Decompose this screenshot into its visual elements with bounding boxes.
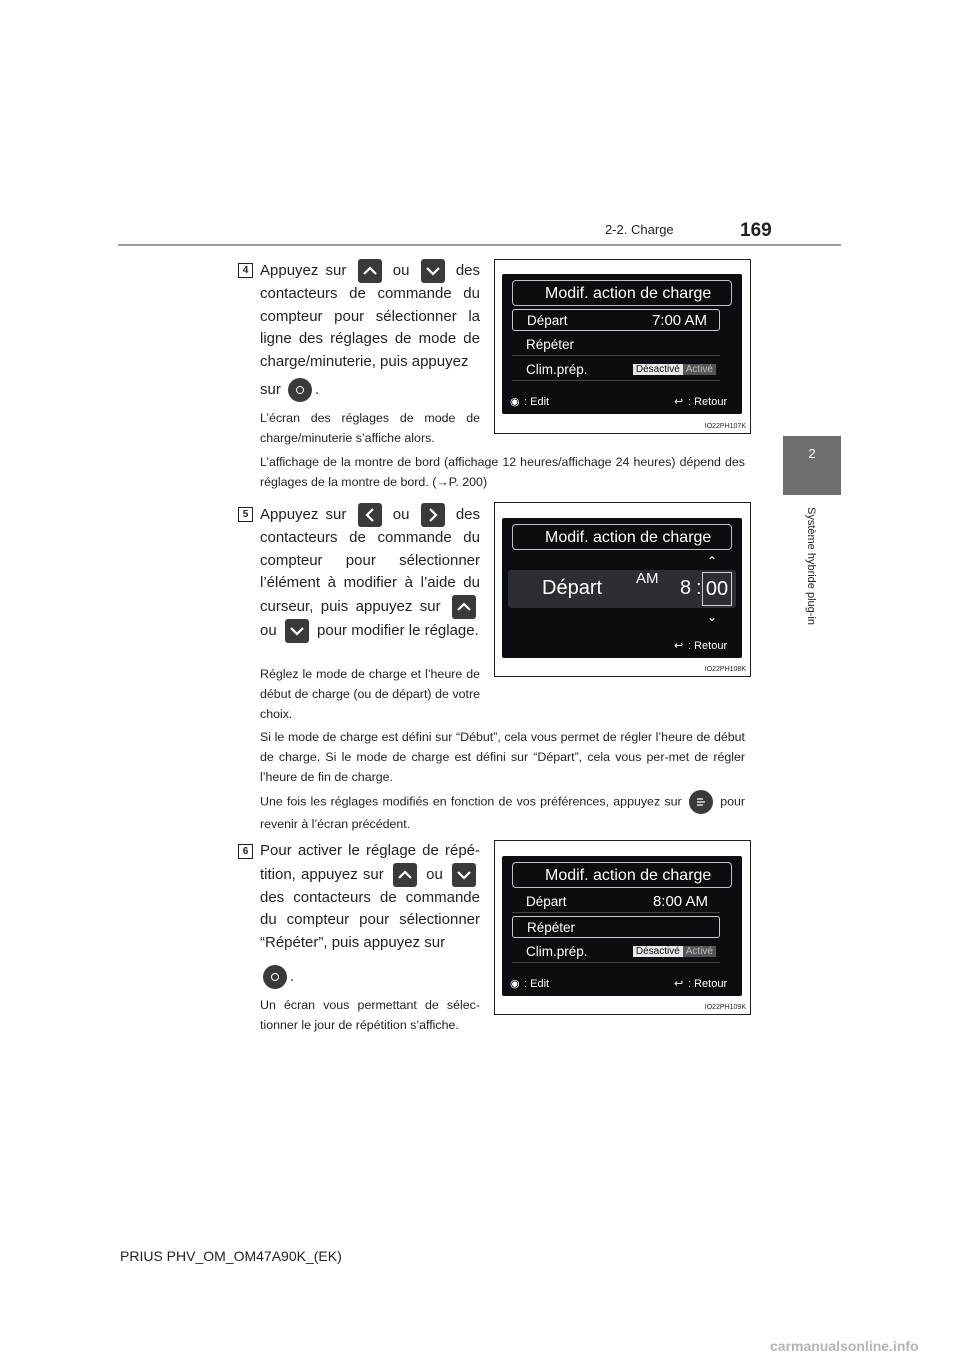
step-4-instruction (260, 259, 480, 373)
chevron-down-icon (285, 619, 309, 643)
step-5-note: Réglez le mode de charge et l’heure de début de charge (ou de départ) de votre choix. (260, 667, 480, 721)
row-label: Clim.prép. (526, 362, 588, 377)
row-label: Répéter (527, 920, 576, 935)
step-4-text-d: sur (260, 380, 281, 398)
row-clim (512, 941, 720, 963)
step-5-badge: 5 (238, 507, 253, 522)
step-4-badge: 4 (238, 263, 253, 278)
return-button-icon (689, 790, 713, 814)
row-label: Répéter (526, 337, 575, 352)
section-title: 2-2. Charge (605, 222, 674, 237)
row-repeter (512, 916, 720, 938)
toggle-on: Activé (683, 946, 716, 957)
minute-selected: 00 (702, 572, 732, 606)
para-return-a: Une fois les réglages modifiés en fonction de vos préférences, appuyez sur (260, 794, 682, 809)
toggle-on: Activé (683, 364, 716, 375)
step-5-text-b: ou (392, 505, 410, 523)
footer-model-code: PRIUS PHV_OM_OM47A90K_(EK) (120, 1248, 342, 1264)
step-6-text-c: des contacteurs de commande du compteur pour sélectionner “Répéter”, puis appuyez sur (260, 888, 480, 951)
screen-108 (502, 518, 742, 658)
step-6-enter-line (260, 965, 294, 989)
step-4-text-c: des contacteurs de commande du compteur pour sélectionner la ligne des réglages de mode de charge/minuterie, puis appuyez (260, 261, 481, 370)
image-caption: IO22PH109K (704, 1004, 746, 1011)
edit-label: : Edit (524, 978, 550, 990)
back-label: : Retour (688, 396, 728, 408)
step-5-text-a: Appuyez sur (260, 505, 347, 523)
row-time: 7:00 AM (651, 312, 707, 329)
screen-109-frame (494, 840, 751, 1015)
para-mode: Si le mode de charge est défini sur “Début”, cela vous permet de régler l’heure de début de charge. Si le mode de charge est défini sur “Départ”, cela vous per-met de régler l’heure de fin de charge. (260, 730, 745, 784)
edit-label-depart: Départ (542, 577, 603, 599)
screen-title: Modif. action de charge (512, 524, 732, 550)
step-6-text-b: ou (426, 865, 443, 883)
image-caption: IO22PH107K (704, 423, 746, 430)
row-label: Départ (526, 894, 567, 909)
step-5-text-c: des contacteurs de commande du compteur pour sélectionner l’élément à modifier à l’aide du curseur, puis appuyez sur (260, 505, 481, 615)
chevron-right-icon (421, 503, 445, 527)
enter-button-icon (263, 965, 287, 989)
ampm: AM (636, 570, 659, 587)
toggle-off: Désactivé (633, 364, 683, 375)
screen-bottombar (502, 634, 742, 658)
time-edit-bar (508, 570, 736, 608)
step-5-instruction (260, 503, 480, 643)
step-5-text-e: pour modifier le réglage. (317, 621, 479, 639)
chevron-down-icon (452, 863, 476, 887)
chevron-up-icon (393, 863, 417, 887)
knob-icon: ◉ (510, 978, 520, 990)
step-4-text-a: Appuyez sur (260, 261, 347, 279)
row-repeter (512, 334, 720, 356)
para-return-b: pour revenir à l’écran précédent. (260, 794, 745, 831)
watermark: carmanualsonline.info (770, 1338, 919, 1354)
step-4-text-b: ou (392, 261, 410, 279)
screen-109 (502, 856, 742, 996)
edit-label: : Edit (524, 396, 550, 408)
screen-108-frame (494, 502, 751, 677)
screen-title: Modif. action de charge (512, 862, 732, 888)
screen-bottombar (502, 972, 742, 996)
enter-button-icon (288, 378, 312, 402)
row-depart (512, 309, 720, 331)
chapter-tab (783, 436, 841, 495)
hour: 8 (680, 577, 692, 599)
back-label: : Retour (688, 640, 728, 652)
row-depart (512, 891, 720, 913)
step-6-badge: 6 (238, 844, 253, 859)
caret-down-icon: ⌄ (707, 610, 718, 624)
step-6-instruction (260, 840, 480, 954)
knob-icon: ◉ (510, 396, 520, 408)
step-6-text-e: . (290, 967, 295, 985)
chapter-label: Système hybride plug-in (805, 506, 817, 625)
back-arrow-icon: ↩ (674, 396, 684, 408)
chevron-left-icon (358, 503, 382, 527)
colon: : (696, 577, 702, 599)
back-arrow-icon: ↩ (674, 640, 684, 652)
chevron-down-icon (421, 259, 445, 283)
back-label: : Retour (688, 978, 728, 990)
screen-107-frame (494, 259, 751, 434)
row-time: 8:00 AM (652, 893, 708, 910)
step-4-text-e: . (315, 380, 320, 398)
screen-bottombar (502, 390, 742, 414)
page-number: 169 (740, 220, 772, 241)
image-caption: IO22PH108K (704, 666, 746, 673)
step-5-text-d: ou (260, 621, 277, 639)
step-6-text-a: Pour activer le réglage de répé-tition, appuyez sur (260, 842, 480, 883)
caret-up-icon: ⌃ (707, 554, 718, 568)
back-arrow-icon: ↩ (674, 978, 684, 990)
toggle (633, 944, 716, 959)
toggle-off: Désactivé (633, 946, 683, 957)
toggle (633, 362, 716, 377)
para-clock: L’affichage de la montre de bord (affichage 12 heures/affichage 24 heures) dépend des réglages de la montre de bord. (→P. 200) (260, 455, 745, 489)
screen-title: Modif. action de charge (512, 280, 732, 306)
row-label: Départ (527, 313, 568, 328)
header-rule (118, 244, 841, 246)
step-4-note: L’écran des réglages de mode de charge/minuterie s’affiche alors. (260, 411, 480, 445)
chevron-up-icon (358, 259, 382, 283)
row-label: Clim.prép. (526, 944, 588, 959)
row-clim (512, 359, 720, 381)
chapter-number: 2 (808, 446, 816, 461)
step-6-note: Un écran vous permettant de sélec-tionner le jour de répétition s’affiche. (260, 998, 480, 1032)
chevron-up-icon (452, 595, 476, 619)
step-4-sur-line (260, 378, 319, 402)
para-return (260, 790, 745, 834)
screen-107 (502, 274, 742, 414)
